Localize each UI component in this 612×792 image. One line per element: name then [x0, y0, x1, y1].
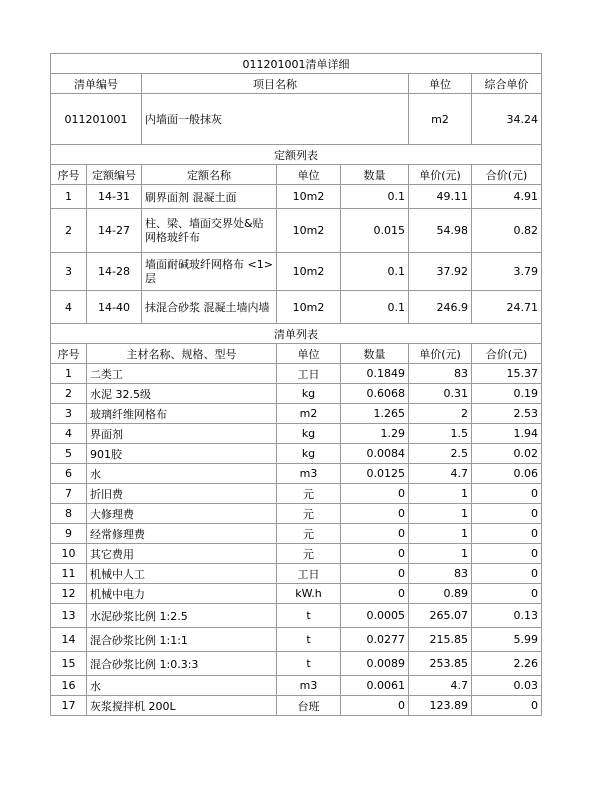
material-total-header: 合价(元) — [472, 344, 542, 364]
quota-row — [51, 253, 542, 291]
quota-name: 刷界面剂 混凝土面 — [142, 185, 277, 209]
quota-code-header: 定额编号 — [87, 165, 142, 185]
material-name: 水 — [87, 464, 277, 484]
bill-unit-header: 单位 — [409, 74, 472, 94]
material-no: 12 — [51, 584, 87, 604]
material-no: 11 — [51, 564, 87, 584]
quota-unit: 10m2 — [277, 291, 341, 324]
material-row — [51, 544, 542, 564]
quota-qty: 0.1 — [341, 291, 409, 324]
material-name: 经常修理费 — [87, 524, 277, 544]
material-unit: 台班 — [277, 696, 341, 716]
bill-detail-table — [50, 53, 542, 716]
quota-name: 柱、梁、墙面交界处&贴网格玻纤布 — [142, 209, 277, 253]
quota-qty: 0.015 — [341, 209, 409, 253]
material-qty: 0.0061 — [341, 676, 409, 696]
quota-row — [51, 209, 542, 253]
material-unit: t — [277, 628, 341, 652]
material-qty: 1.29 — [341, 424, 409, 444]
material-total: 0 — [472, 504, 542, 524]
material-name: 界面剂 — [87, 424, 277, 444]
material-qty: 0 — [341, 504, 409, 524]
material-no: 14 — [51, 628, 87, 652]
quota-no-header: 序号 — [51, 165, 87, 185]
material-total: 5.99 — [472, 628, 542, 652]
material-total: 0.02 — [472, 444, 542, 464]
quota-code: 14-28 — [87, 253, 142, 291]
material-name: 901胶 — [87, 444, 277, 464]
material-price: 2.5 — [409, 444, 472, 464]
quota-code: 14-27 — [87, 209, 142, 253]
material-unit: 元 — [277, 484, 341, 504]
material-name: 水泥 32.5级 — [87, 384, 277, 404]
material-qty: 0.0089 — [341, 652, 409, 676]
quota-row — [51, 291, 542, 324]
material-price: 1 — [409, 524, 472, 544]
material-qty: 0 — [341, 584, 409, 604]
quota-unit: 10m2 — [277, 209, 341, 253]
quota-total-header: 合价(元) — [472, 165, 542, 185]
material-unit: m3 — [277, 676, 341, 696]
material-name: 折旧费 — [87, 484, 277, 504]
material-row — [51, 584, 542, 604]
material-name: 水 — [87, 676, 277, 696]
bill-unit: m2 — [409, 94, 472, 145]
material-price: 0.31 — [409, 384, 472, 404]
quota-total: 3.79 — [472, 253, 542, 291]
material-no: 3 — [51, 404, 87, 424]
quota-name-header: 定额名称 — [142, 165, 277, 185]
material-name-header: 主材名称、规格、型号 — [87, 344, 277, 364]
material-name: 机械中人工 — [87, 564, 277, 584]
material-price: 4.7 — [409, 676, 472, 696]
material-price: 83 — [409, 564, 472, 584]
material-qty: 0 — [341, 696, 409, 716]
quota-unit: 10m2 — [277, 185, 341, 209]
material-name: 混合砂浆比例 1:0.3:3 — [87, 652, 277, 676]
quota-price-header: 单价(元) — [409, 165, 472, 185]
material-price: 1 — [409, 544, 472, 564]
material-name: 其它费用 — [87, 544, 277, 564]
material-row — [51, 628, 542, 652]
material-row — [51, 652, 542, 676]
material-qty-header: 数量 — [341, 344, 409, 364]
material-total: 15.37 — [472, 364, 542, 384]
quota-price: 54.98 — [409, 209, 472, 253]
quota-no: 4 — [51, 291, 87, 324]
material-no: 5 — [51, 444, 87, 464]
quota-no: 3 — [51, 253, 87, 291]
material-unit: kg — [277, 384, 341, 404]
material-total: 0 — [472, 524, 542, 544]
material-no: 17 — [51, 696, 87, 716]
material-total: 0.13 — [472, 604, 542, 628]
quota-qty: 0.1 — [341, 185, 409, 209]
quota-price: 49.11 — [409, 185, 472, 209]
material-no: 7 — [51, 484, 87, 504]
material-name: 大修理费 — [87, 504, 277, 524]
material-unit: m3 — [277, 464, 341, 484]
material-unit: 元 — [277, 524, 341, 544]
quota-price: 37.92 — [409, 253, 472, 291]
quota-name: 墙面耐碱玻纤网格布 <1>层 — [142, 253, 277, 291]
material-unit: t — [277, 604, 341, 628]
material-row — [51, 524, 542, 544]
material-total: 0 — [472, 696, 542, 716]
material-no: 15 — [51, 652, 87, 676]
material-qty: 1.265 — [341, 404, 409, 424]
quota-price: 246.9 — [409, 291, 472, 324]
material-qty: 0.6068 — [341, 384, 409, 404]
material-price: 1 — [409, 484, 472, 504]
material-unit: t — [277, 652, 341, 676]
quota-unit: 10m2 — [277, 253, 341, 291]
material-total: 2.26 — [472, 652, 542, 676]
material-unit: kW.h — [277, 584, 341, 604]
bill-price-header: 综合单价 — [472, 74, 542, 94]
quota-total: 24.71 — [472, 291, 542, 324]
material-no: 2 — [51, 384, 87, 404]
material-no: 16 — [51, 676, 87, 696]
material-no: 6 — [51, 464, 87, 484]
material-qty: 0 — [341, 484, 409, 504]
material-price: 0.89 — [409, 584, 472, 604]
quota-qty: 0.1 — [341, 253, 409, 291]
material-total: 0 — [472, 484, 542, 504]
material-name: 水泥砂浆比例 1:2.5 — [87, 604, 277, 628]
material-no: 8 — [51, 504, 87, 524]
material-unit-header: 单位 — [277, 344, 341, 364]
material-total: 0 — [472, 564, 542, 584]
material-row — [51, 444, 542, 464]
material-qty: 0 — [341, 524, 409, 544]
quota-code: 14-40 — [87, 291, 142, 324]
material-row — [51, 364, 542, 384]
material-price: 4.7 — [409, 464, 472, 484]
material-row — [51, 484, 542, 504]
quota-no: 1 — [51, 185, 87, 209]
material-row — [51, 464, 542, 484]
material-no: 13 — [51, 604, 87, 628]
material-unit: 元 — [277, 544, 341, 564]
material-price: 253.85 — [409, 652, 472, 676]
material-unit: kg — [277, 444, 341, 464]
material-qty: 0 — [341, 564, 409, 584]
material-price: 265.07 — [409, 604, 472, 628]
material-qty: 0.1849 — [341, 364, 409, 384]
material-row — [51, 696, 542, 716]
material-no: 1 — [51, 364, 87, 384]
material-name: 机械中电力 — [87, 584, 277, 604]
material-price: 1 — [409, 504, 472, 524]
material-row — [51, 676, 542, 696]
material-name: 二类工 — [87, 364, 277, 384]
material-row — [51, 504, 542, 524]
bill-code-header: 清单编号 — [51, 74, 142, 94]
quota-total: 0.82 — [472, 209, 542, 253]
table-title: 011201001清单详细 — [51, 54, 542, 74]
material-unit: kg — [277, 424, 341, 444]
quota-unit-header: 单位 — [277, 165, 341, 185]
material-price: 83 — [409, 364, 472, 384]
material-unit: 工日 — [277, 364, 341, 384]
material-qty: 0.0084 — [341, 444, 409, 464]
bill-price: 34.24 — [472, 94, 542, 145]
material-qty: 0.0277 — [341, 628, 409, 652]
material-row — [51, 404, 542, 424]
quota-section-title: 定额列表 — [51, 145, 542, 165]
quota-no: 2 — [51, 209, 87, 253]
material-no: 9 — [51, 524, 87, 544]
material-qty: 0.0125 — [341, 464, 409, 484]
bill-name: 内墙面一般抹灰 — [142, 94, 409, 145]
material-row — [51, 424, 542, 444]
bill-code: 011201001 — [51, 94, 142, 145]
material-qty: 0.0005 — [341, 604, 409, 628]
material-total: 0 — [472, 584, 542, 604]
quota-name: 抹混合砂浆 混凝土墙内墙 — [142, 291, 277, 324]
material-section-title: 清单列表 — [51, 324, 542, 344]
material-unit: 元 — [277, 504, 341, 524]
material-no-header: 序号 — [51, 344, 87, 364]
material-row — [51, 384, 542, 404]
material-name: 玻璃纤维网格布 — [87, 404, 277, 424]
quota-total: 4.91 — [472, 185, 542, 209]
bill-name-header: 项目名称 — [142, 74, 409, 94]
material-price: 2 — [409, 404, 472, 424]
material-unit: 工日 — [277, 564, 341, 584]
material-name: 混合砂浆比例 1:1:1 — [87, 628, 277, 652]
material-row — [51, 564, 542, 584]
material-row — [51, 604, 542, 628]
material-no: 10 — [51, 544, 87, 564]
material-price: 1.5 — [409, 424, 472, 444]
material-name: 灰浆搅拌机 200L — [87, 696, 277, 716]
material-total: 2.53 — [472, 404, 542, 424]
material-price-header: 单价(元) — [409, 344, 472, 364]
quota-qty-header: 数量 — [341, 165, 409, 185]
material-total: 0 — [472, 544, 542, 564]
material-qty: 0 — [341, 544, 409, 564]
material-total: 0.19 — [472, 384, 542, 404]
material-total: 0.03 — [472, 676, 542, 696]
quota-code: 14-31 — [87, 185, 142, 209]
quota-row — [51, 185, 542, 209]
material-total: 0.06 — [472, 464, 542, 484]
material-unit: m2 — [277, 404, 341, 424]
material-price: 123.89 — [409, 696, 472, 716]
material-no: 4 — [51, 424, 87, 444]
material-price: 215.85 — [409, 628, 472, 652]
material-total: 1.94 — [472, 424, 542, 444]
